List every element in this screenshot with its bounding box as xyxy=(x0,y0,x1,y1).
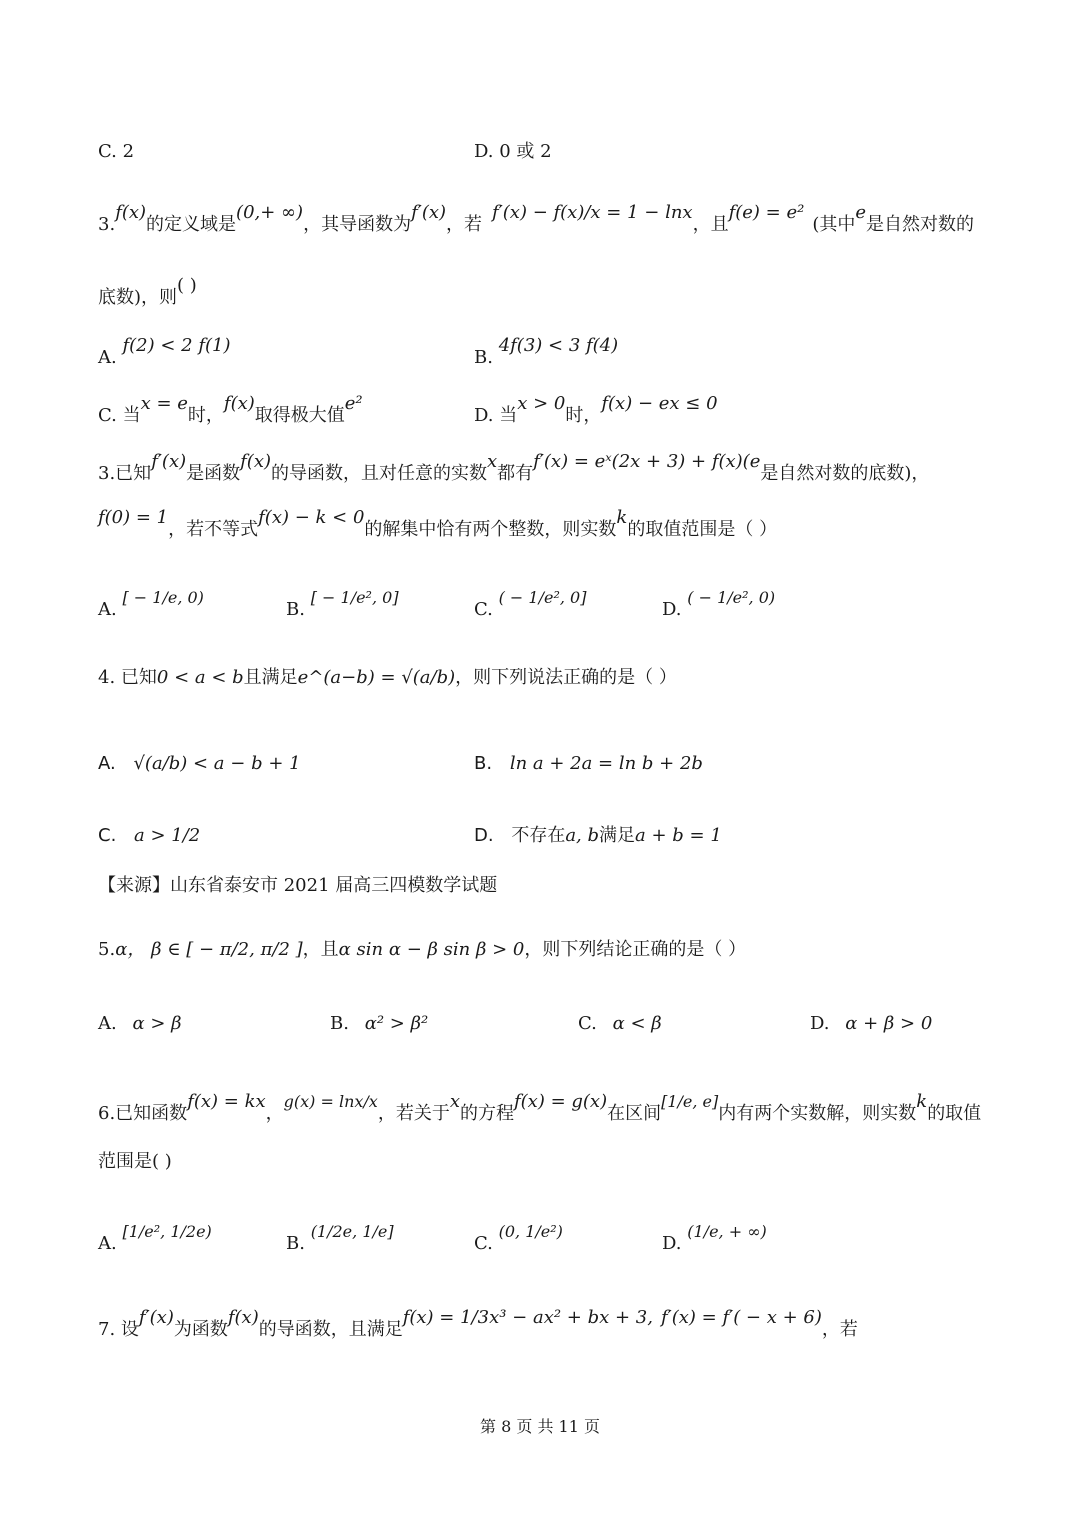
q7-text: 的导函数，且满足 xyxy=(258,1319,403,1340)
option-label: A. xyxy=(98,599,117,620)
q4-text: ，则下列说法正确的是（ ） xyxy=(455,667,677,688)
q6-option-c xyxy=(474,1222,563,1256)
q3a-domain: (0,+ ∞) xyxy=(236,202,304,223)
option-label: A. xyxy=(98,347,117,368)
option-label: B. xyxy=(474,753,493,774)
q6-expr: g(x) = lnx/x xyxy=(283,1092,378,1111)
question-3a-line2 xyxy=(98,275,197,310)
q3a-condition-2: f(e) = e² xyxy=(728,202,805,223)
q4-option-a xyxy=(98,752,301,776)
source-note: 【来源】山东省泰安市 2021 届高三四模数学试题 xyxy=(98,875,498,896)
option-text: 时， xyxy=(565,405,602,426)
prev-option-d: D. 0 或 2 xyxy=(474,141,552,162)
q3a-text: (其中 xyxy=(812,214,856,235)
q4-expr: e^(a−b) = √(a/b) xyxy=(297,667,456,688)
q3b-expr: f′(x) = eˣ(2x + 3) + f(x)(e xyxy=(533,451,761,472)
q6-option-d xyxy=(662,1222,767,1256)
option-expr: [ − 1/e², 0] xyxy=(310,588,399,607)
q3b-text: 是函数 xyxy=(186,463,241,484)
q7-expr: f′(x) = f′( − x + 6) xyxy=(660,1307,822,1328)
q3a-option-d xyxy=(474,393,718,428)
q4-option-d xyxy=(474,824,722,848)
q3b-option-b xyxy=(286,588,399,622)
q5-option-a xyxy=(98,1012,182,1036)
option-expr: x > 0 xyxy=(517,393,566,414)
q5-expr: α sin α − β sin β > 0 xyxy=(338,939,525,960)
option-label: A. xyxy=(98,1233,117,1254)
q3a-condition: f′(x) − f(x)/x = 1 − lnx xyxy=(492,202,693,223)
option-label: C. xyxy=(474,599,493,620)
q3a-option-b xyxy=(474,335,619,370)
option-expr: √(a/b) < a − b + 1 xyxy=(133,753,301,774)
q6-text: ，若关于 xyxy=(377,1103,450,1124)
q3a-e: e xyxy=(855,202,867,223)
q5-text: ，则下列结论正确的是（ ） xyxy=(524,939,747,960)
q6-expr: x xyxy=(449,1091,460,1112)
q7-text: ，若 xyxy=(821,1319,858,1340)
q7-expr: f(x) = 1/3x³ − ax² + bx + 3, xyxy=(402,1307,653,1328)
option-text: 时， xyxy=(187,405,224,426)
question-3a-stem xyxy=(98,202,975,237)
q3a-text: ，且 xyxy=(692,214,729,235)
option-label: C. xyxy=(474,1233,493,1254)
option-expr: (1/2e, 1/e] xyxy=(310,1222,394,1241)
q6-expr: [1/e, e] xyxy=(661,1092,719,1111)
q5-option-b xyxy=(330,1012,428,1036)
option-label: D. xyxy=(810,1013,830,1034)
q6-text: 在区间 xyxy=(607,1103,662,1124)
q3b-text: 的导函数，且对任意的实数 xyxy=(271,463,487,484)
q3b-option-a xyxy=(98,588,204,622)
q7-expr: f(x) xyxy=(227,1307,259,1328)
option-expr: [1/e², 1/2e) xyxy=(122,1222,212,1241)
option-expr: f(x) xyxy=(223,393,255,414)
q3a-text: 底数)，则 xyxy=(98,287,178,308)
question-7-stem xyxy=(98,1307,858,1342)
option-text: 满足 xyxy=(599,825,636,846)
q5-option-d xyxy=(810,1012,932,1036)
q3a-number: 3. xyxy=(98,214,116,235)
option-expr: x = e xyxy=(140,393,188,414)
q7-text: 为函数 xyxy=(173,1319,228,1340)
q3a-text: ，其导函数为 xyxy=(303,214,412,235)
option-label: C. 当 xyxy=(98,405,141,426)
question-4-stem xyxy=(98,666,677,690)
option-expr: (0, 1/e²) xyxy=(498,1222,563,1241)
q3a-fx: f(x) xyxy=(115,202,147,223)
option-expr: e² xyxy=(344,393,363,414)
option-expr: [ − 1/e, 0) xyxy=(122,588,204,607)
option-label: B. xyxy=(330,1013,349,1034)
q5-text: 5. xyxy=(98,939,116,960)
q3a-option-c xyxy=(98,393,363,428)
option-expr: a + b = 1 xyxy=(635,825,722,846)
q4-text: 且满足 xyxy=(243,667,298,688)
question-5-stem xyxy=(98,938,746,962)
q3a-answer-paren: ( ) xyxy=(177,275,197,296)
option-label: D. xyxy=(662,599,682,620)
q3a-text: 是自然对数的 xyxy=(866,214,975,235)
q3b-text: 3.已知 xyxy=(98,463,152,484)
option-expr: α² > β² xyxy=(364,1013,429,1034)
option-label: A. xyxy=(98,1013,117,1034)
option-text: 不存在 xyxy=(511,825,566,846)
q6-text: ， xyxy=(265,1103,284,1124)
q3b-text: 的解集中恰有两个整数，则实数 xyxy=(364,519,617,540)
q6-expr: f(x) = kx xyxy=(187,1091,266,1112)
question-6-stem xyxy=(98,1091,982,1126)
option-expr: ln a + 2a = ln b + 2b xyxy=(509,753,703,774)
option-label: A. xyxy=(98,753,116,774)
q5-option-c xyxy=(578,1012,662,1036)
option-expr: α + β > 0 xyxy=(845,1013,933,1034)
q6-option-a xyxy=(98,1222,212,1256)
prev-option-c: C. 2 xyxy=(98,141,135,162)
q5-text: ，且 xyxy=(302,939,339,960)
option-label: B. xyxy=(286,599,305,620)
q3b-expr: f′(x) xyxy=(151,451,187,472)
q3b-option-c xyxy=(474,588,587,622)
q6-expr: f(x) = g(x) xyxy=(513,1091,608,1112)
q4-expr: 0 < a < b xyxy=(156,667,244,688)
q3b-text: 是自然对数的底数)， xyxy=(760,463,930,484)
option-expr: f(x) − ex ≤ 0 xyxy=(601,393,718,414)
option-expr: (1/e, + ∞) xyxy=(687,1222,767,1241)
q6-text: 6.已知函数 xyxy=(98,1103,188,1124)
q6-expr: k xyxy=(916,1091,928,1112)
option-expr: ( − 1/e², 0] xyxy=(498,588,587,607)
question-6-line2: 范围是( ) xyxy=(98,1151,172,1172)
option-expr: f(2) < 2 f(1) xyxy=(122,335,231,356)
q4-option-c xyxy=(98,824,200,848)
q3b-expr: f(x) − k < 0 xyxy=(258,507,365,528)
q3b-option-d xyxy=(662,588,776,622)
option-expr: a > 1/2 xyxy=(134,825,201,846)
option-label: C. xyxy=(98,825,117,846)
q7-text: 7. 设 xyxy=(98,1319,139,1340)
option-expr: ( − 1/e², 0) xyxy=(687,588,776,607)
option-label: D. xyxy=(474,825,494,846)
q3b-text: ，若不等式 xyxy=(168,519,259,540)
option-label: B. xyxy=(286,1233,305,1254)
q6-option-b xyxy=(286,1222,394,1256)
question-3b-line2 xyxy=(98,507,778,542)
q6-text: 的方程 xyxy=(459,1103,514,1124)
q6-text: 内有两个实数解，则实数 xyxy=(718,1103,917,1124)
option-text: 取得极大值 xyxy=(254,405,345,426)
option-label: B. xyxy=(474,347,493,368)
question-3b-stem xyxy=(98,451,930,486)
q3a-text: 的定义域是 xyxy=(146,214,237,235)
option-label: D. xyxy=(662,1233,682,1254)
q3b-expr: f(x) xyxy=(240,451,271,472)
q3b-expr: x xyxy=(487,451,498,472)
q4-option-b xyxy=(474,752,703,776)
q3b-expr: k xyxy=(616,507,628,528)
option-label: C. xyxy=(578,1013,597,1034)
option-expr: a, b xyxy=(565,825,600,846)
option-expr: α < β xyxy=(612,1013,662,1034)
q5-expr: α， β ∈ [ − π/2, π/2 ] xyxy=(115,939,303,960)
q6-text: 的取值 xyxy=(927,1103,982,1124)
q7-expr: f′(x) xyxy=(138,1307,174,1328)
page-footer: 第 8 页 共 11 页 xyxy=(480,1417,600,1436)
q3b-expr: f(0) = 1 xyxy=(98,507,169,528)
option-expr: 4f(3) < 3 f(4) xyxy=(498,335,619,356)
q3b-text: 的取值范围是（ ） xyxy=(627,519,778,540)
q4-text: 4. 已知 xyxy=(98,667,157,688)
q3a-derivative: f′(x) xyxy=(411,202,447,223)
q3b-text: 都有 xyxy=(497,463,534,484)
q3a-text: ，若 xyxy=(446,214,483,235)
q3a-option-a xyxy=(98,335,231,370)
option-label: D. 当 xyxy=(474,405,518,426)
option-expr: α > β xyxy=(132,1013,182,1034)
